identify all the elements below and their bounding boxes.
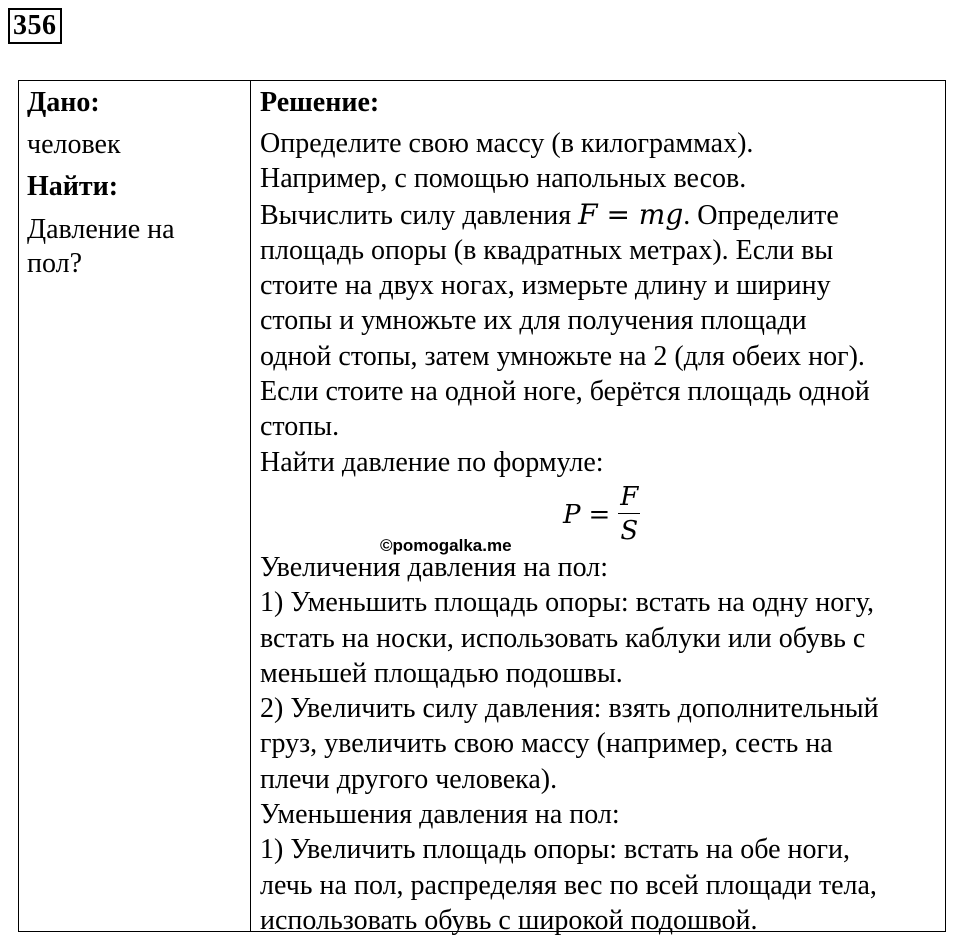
solution-line: Если стоите на одной ноге, берётся площадь одной (260, 376, 870, 408)
solution-line: встать на носки, использовать каблуки или обувь с (260, 622, 866, 654)
solution-line: Увеличения давления на пол: (260, 551, 609, 583)
solution-line-suffix: . Определите (683, 199, 839, 231)
solution-heading: Решение: (260, 87, 380, 118)
solution-line (260, 197, 945, 233)
solution-line: Определите свою массу (в килограммах). (260, 128, 754, 159)
watermark: ©pomogalka.me (380, 536, 512, 555)
formula-denominator: S (620, 516, 639, 547)
solution-line: груз, увеличить свою массу (например, сесть на (260, 728, 833, 760)
solution-column (251, 81, 945, 936)
solution-line: Найти давление по формуле: (260, 446, 604, 478)
find-heading: Найти: (27, 171, 119, 202)
solution-line: плечи другого человека). (260, 763, 558, 795)
problem-number: 356 (8, 8, 62, 44)
force-formula: F = mg (578, 197, 684, 231)
find-value (27, 213, 250, 281)
solution-line: площадь опоры (в квадратных метрах). Если вы (260, 234, 834, 266)
solution-line: 1) Уменьшить площадь опоры: встать на одну ногу, (260, 587, 874, 619)
solution-line: стоите на двух ногах, измерьте длину и ширину (260, 270, 831, 302)
solution-line: Например, с помощью напольных весов. (260, 163, 747, 195)
solution-line: меньшей площадью подошвы. (260, 657, 623, 689)
solution-line: использовать обувь с широкой подошвой. (260, 904, 758, 936)
formula-fraction (618, 481, 640, 548)
solution-line: 2) Увеличить силу давления: взять дополнительный (260, 693, 879, 725)
solution-table (18, 80, 946, 936)
solution-text (260, 126, 945, 938)
solution-line: стопы. (260, 411, 340, 443)
solution-line: стопы и умножьте их для получения площади (260, 305, 807, 337)
find-line: Давление на (27, 214, 175, 245)
find-line: пол? (27, 248, 83, 279)
given-heading: Дано: (27, 87, 100, 118)
formula-equals: = (588, 499, 611, 530)
given-column (19, 81, 251, 931)
solution-line: лечь на пол, распределяя вес по всей площади тела, (260, 869, 877, 901)
formula-numerator: F (620, 482, 639, 513)
pressure-formula (260, 480, 945, 550)
solution-line: одной стопы, затем умножьте на 2 (для обеих ног). (260, 340, 865, 372)
formula-lhs: P (563, 499, 581, 530)
solution-line: 1) Увеличить площадь опоры: встать на обе ноги, (260, 834, 850, 866)
solution-line-prefix: Вычислить силу давления (260, 199, 579, 231)
solution-line: Уменьшения давления на пол: (260, 799, 620, 831)
given-value: человек (27, 129, 121, 160)
